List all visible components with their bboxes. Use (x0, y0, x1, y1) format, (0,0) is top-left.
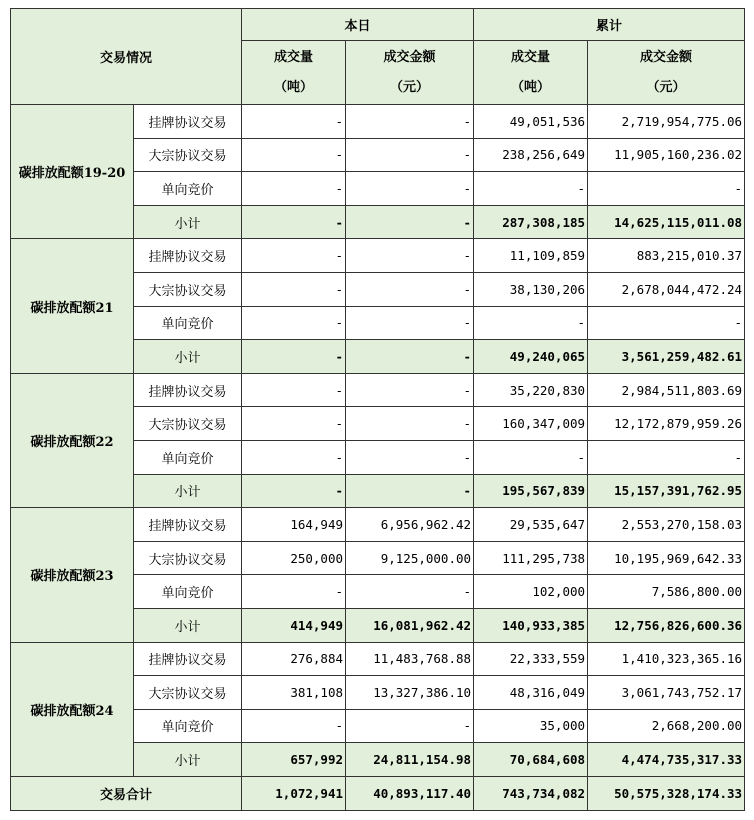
today-amount-cell: - (346, 205, 474, 239)
trade-type-cell: 单向竞价 (134, 440, 242, 474)
group-name: 碳排放配额24 (11, 642, 134, 776)
cum-volume-cell: 49,240,065 (474, 340, 588, 374)
trade-type-cell: 单向竞价 (134, 172, 242, 206)
cum-amount-cell: 10,195,969,642.33 (588, 541, 745, 575)
today-amount-cell: - (346, 105, 474, 139)
header-trade-info: 交易情况 (11, 9, 242, 105)
trade-type-cell: 单向竞价 (134, 575, 242, 609)
today-amount-cell: - (346, 172, 474, 206)
header-today-amount: 成交金额 （元） (346, 41, 474, 105)
today-amount-cell: - (346, 138, 474, 172)
table-row (11, 239, 745, 273)
today-volume-cell: - (242, 272, 346, 306)
today-volume-cell: 414,949 (242, 608, 346, 642)
cum-volume-cell: 48,316,049 (474, 676, 588, 710)
cum-volume-cell: 35,220,830 (474, 373, 588, 407)
today-volume-cell: 164,949 (242, 508, 346, 542)
trade-type-cell: 大宗协议交易 (134, 676, 242, 710)
cum-amount-cell: 2,678,044,472.24 (588, 272, 745, 306)
cum-volume-cell: - (474, 172, 588, 206)
cum-volume-cell: - (474, 440, 588, 474)
today-volume-cell: 381,108 (242, 676, 346, 710)
cum-amount-cell: 2,984,511,803.69 (588, 373, 745, 407)
trade-type-cell: 挂牌协议交易 (134, 642, 242, 676)
today-amount-cell: - (346, 407, 474, 441)
cum-volume-cell: 29,535,647 (474, 508, 588, 542)
trade-type-cell: 大宗协议交易 (134, 138, 242, 172)
header-cum-volume: 成交量 （吨） (474, 41, 588, 105)
cum-amount-cell: 883,215,010.37 (588, 239, 745, 273)
today-amount-cell: 24,811,154.98 (346, 743, 474, 777)
header-cum-amount: 成交金额 （元） (588, 41, 745, 105)
trade-type-cell: 挂牌协议交易 (134, 105, 242, 139)
grand-total-today-volume: 1,072,941 (242, 776, 346, 810)
table-row (11, 642, 745, 676)
cum-amount-cell: - (588, 172, 745, 206)
today-volume-cell: - (242, 709, 346, 743)
cum-volume-cell: 160,347,009 (474, 407, 588, 441)
today-amount-cell: - (346, 272, 474, 306)
cum-amount-cell: 7,586,800.00 (588, 575, 745, 609)
table-row (11, 373, 745, 407)
grand-total-cum-amount: 50,575,328,174.33 (588, 776, 745, 810)
trade-type-cell: 大宗协议交易 (134, 407, 242, 441)
today-amount-cell: - (346, 373, 474, 407)
trade-type-cell: 大宗协议交易 (134, 541, 242, 575)
today-volume-cell: - (242, 373, 346, 407)
today-amount-cell: - (346, 474, 474, 508)
trade-type-cell: 小计 (134, 205, 242, 239)
today-amount-cell: - (346, 709, 474, 743)
group-name: 碳排放配额22 (11, 373, 134, 507)
grand-total-row (11, 776, 745, 810)
today-volume-cell: - (242, 205, 346, 239)
header-today-volume: 成交量 （吨） (242, 41, 346, 105)
table-row (11, 508, 745, 542)
today-amount-cell: 6,956,962.42 (346, 508, 474, 542)
cum-volume-cell: - (474, 306, 588, 340)
trade-summary-table (10, 8, 745, 811)
today-volume-cell: - (242, 105, 346, 139)
today-amount-cell: - (346, 306, 474, 340)
today-volume-cell: - (242, 440, 346, 474)
cum-volume-cell: 38,130,206 (474, 272, 588, 306)
today-volume-cell: - (242, 474, 346, 508)
today-volume-cell: - (242, 138, 346, 172)
cum-amount-cell: 2,719,954,775.06 (588, 105, 745, 139)
today-volume-cell: 250,000 (242, 541, 346, 575)
trade-type-cell: 大宗协议交易 (134, 272, 242, 306)
cum-volume-cell: 111,295,738 (474, 541, 588, 575)
trade-type-cell: 小计 (134, 474, 242, 508)
today-amount-cell: - (346, 239, 474, 273)
cum-amount-cell: 4,474,735,317.33 (588, 743, 745, 777)
today-volume-cell: - (242, 340, 346, 374)
header-cumulative: 累计 (474, 9, 745, 41)
cum-amount-cell: 2,553,270,158.03 (588, 508, 745, 542)
trade-type-cell: 挂牌协议交易 (134, 373, 242, 407)
cum-amount-cell: 3,561,259,482.61 (588, 340, 745, 374)
cum-volume-cell: 287,308,185 (474, 205, 588, 239)
cum-volume-cell: 11,109,859 (474, 239, 588, 273)
today-amount-cell: 13,327,386.10 (346, 676, 474, 710)
cum-amount-cell: 12,172,879,959.26 (588, 407, 745, 441)
cum-volume-cell: 49,051,536 (474, 105, 588, 139)
cum-amount-cell: 12,756,826,600.36 (588, 608, 745, 642)
header-today: 本日 (242, 9, 474, 41)
group-name: 碳排放配额21 (11, 239, 134, 373)
trade-type-cell: 挂牌协议交易 (134, 508, 242, 542)
group-name: 碳排放配额23 (11, 508, 134, 642)
trade-type-cell: 小计 (134, 608, 242, 642)
cum-volume-cell: 140,933,385 (474, 608, 588, 642)
cum-volume-cell: 35,000 (474, 709, 588, 743)
cum-amount-cell: 15,157,391,762.95 (588, 474, 745, 508)
today-volume-cell: 657,992 (242, 743, 346, 777)
cum-amount-cell: 2,668,200.00 (588, 709, 745, 743)
cum-volume-cell: 195,567,839 (474, 474, 588, 508)
trade-type-cell: 挂牌协议交易 (134, 239, 242, 273)
today-amount-cell: - (346, 440, 474, 474)
cum-volume-cell: 102,000 (474, 575, 588, 609)
today-amount-cell: - (346, 575, 474, 609)
grand-total-cum-volume: 743,734,082 (474, 776, 588, 810)
cum-volume-cell: 22,333,559 (474, 642, 588, 676)
today-volume-cell: - (242, 575, 346, 609)
trade-type-cell: 单向竞价 (134, 709, 242, 743)
today-volume-cell: - (242, 407, 346, 441)
today-volume-cell: - (242, 306, 346, 340)
today-amount-cell: 9,125,000.00 (346, 541, 474, 575)
trade-type-cell: 单向竞价 (134, 306, 242, 340)
trade-type-cell: 小计 (134, 743, 242, 777)
today-amount-cell: 11,483,768.88 (346, 642, 474, 676)
cum-amount-cell: - (588, 306, 745, 340)
cum-amount-cell: - (588, 440, 745, 474)
cum-amount-cell: 3,061,743,752.17 (588, 676, 745, 710)
today-volume-cell: - (242, 172, 346, 206)
today-volume-cell: 276,884 (242, 642, 346, 676)
cum-volume-cell: 70,684,608 (474, 743, 588, 777)
group-name: 碳排放配额19-20 (11, 105, 134, 239)
cum-volume-cell: 238,256,649 (474, 138, 588, 172)
today-volume-cell: - (242, 239, 346, 273)
trade-type-cell: 小计 (134, 340, 242, 374)
cum-amount-cell: 1,410,323,365.16 (588, 642, 745, 676)
grand-total-label: 交易合计 (11, 776, 242, 810)
table-body (11, 105, 745, 777)
table-row (11, 105, 745, 139)
cum-amount-cell: 14,625,115,011.08 (588, 205, 745, 239)
today-amount-cell: - (346, 340, 474, 374)
today-amount-cell: 16,081,962.42 (346, 608, 474, 642)
grand-total-today-amount: 40,893,117.40 (346, 776, 474, 810)
cum-amount-cell: 11,905,160,236.02 (588, 138, 745, 172)
